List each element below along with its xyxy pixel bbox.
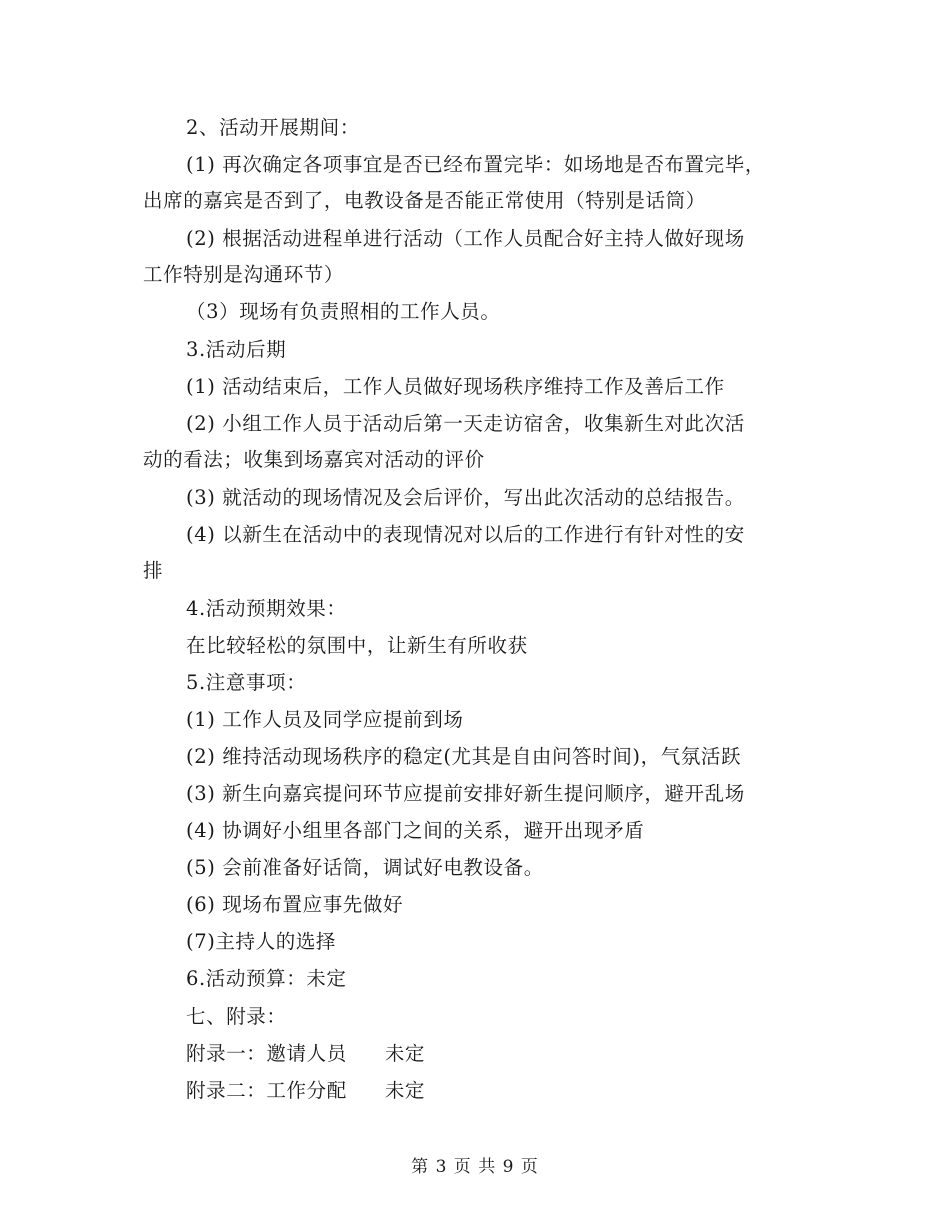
paragraph-line: 在比较轻松的氛围中，让新生有所收获 (186, 634, 528, 657)
appendix-row (186, 1041, 425, 1067)
paragraph-line: (4) 以新生在活动中的表现情况对以后的工作进行有针对性的安 (186, 523, 745, 546)
section-heading-post-activity: 3.活动后期 (186, 338, 287, 361)
paragraph-line: （3）现场有负责照相的工作人员。 (186, 300, 501, 323)
paragraph-line: 排 (143, 559, 164, 582)
list-item: (7)主持人的选择 (186, 930, 337, 953)
list-item: (6) 现场布置应事先做好 (186, 893, 404, 916)
list-item: (4) 协调好小组里各部门之间的关系，避开出现矛盾 (186, 819, 645, 842)
paragraph-line: 出席的嘉宾是否到了，电教设备是否能正常使用（特别是话筒） (143, 189, 706, 212)
list-item: (5) 会前准备好话筒，调试好电教设备。 (186, 856, 544, 879)
section-heading-during-activity: 2、活动开展期间： (186, 116, 360, 139)
list-item: (3) 新生向嘉宾提问环节应提前安排好新生提问顺序，避开乱场 (186, 782, 745, 805)
appendix-value: 未定 (384, 1042, 426, 1065)
paragraph-line: 动的看法；收集到场嘉宾对活动的评价 (143, 448, 485, 471)
page-number-footer: 第 3 页 共 9 页 (411, 1157, 539, 1177)
list-item: (1) 工作人员及同学应提前到场 (186, 708, 464, 731)
paragraph-line: (3) 就活动的现场情况及会后评价，写出此次活动的总结报告。 (186, 486, 745, 509)
paragraph-line: 工作特别是沟通环节） (143, 263, 345, 286)
appendix-label: 附录一：邀请人员 (186, 1042, 347, 1065)
appendix-label: 附录二：工作分配 (186, 1079, 347, 1102)
paragraph-line: (2) 小组工作人员于活动后第一天走访宿舍，收集新生对此次活 (186, 412, 745, 435)
appendix-value: 未定 (384, 1079, 426, 1102)
paragraph-line: (1) 再次确定各项事宜是否已经布置完毕：如场地是否布置完毕， (186, 153, 765, 176)
paragraph-line: (2) 根据活动进程单进行活动（工作人员配合好主持人做好现场 (186, 227, 745, 250)
section-heading-notes: 5.注意事项： (186, 671, 307, 694)
section-heading-budget: 6.活动预算：未定 (186, 967, 347, 990)
paragraph-line: (1) 活动结束后，工作人员做好现场秩序维持工作及善后工作 (186, 375, 725, 398)
appendix-row (186, 1078, 425, 1104)
section-heading-expected-effect: 4.活动预期效果： (186, 597, 347, 620)
section-heading-appendix: 七、附录： (186, 1005, 287, 1028)
list-item: (2) 维持活动现场秩序的稳定(尤其是自由问答时间)，气氛活跃 (186, 745, 742, 768)
